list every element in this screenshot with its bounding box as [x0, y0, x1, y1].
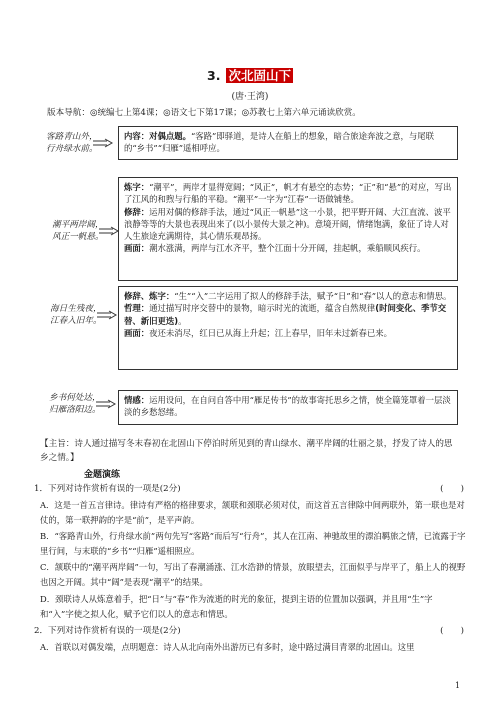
answer-blank: ( ) [440, 626, 464, 636]
poem-author: (唐·王湾) [231, 92, 269, 102]
poem-lines-2 [52, 219, 104, 243]
answer-blank: ( ) [440, 484, 464, 494]
analysis-line: 修辞：运用对偶的修辞手法，通过“风正一帆悬”这一小景，把平野开阔、大江直流、波平浪静等等的大景也表现出来了(以小景传大景之神)。意境开阔，情绪饱满，象征了诗人对人生旅途充满期待，其心情乐观昂扬。 [124, 206, 451, 242]
version-navigation: 版本导航：◎统编七上第4课；◎语文七下第17课；◎苏教七上第六单元诵读欣赏。 [47, 108, 361, 118]
poem-line: 海日生残夜， [50, 304, 102, 314]
double-arrow-icon [96, 399, 117, 409]
double-arrow-icon [97, 310, 118, 320]
poem-line: 江春入旧年。 [50, 316, 102, 326]
poem-lines-1 [46, 131, 98, 155]
theme-summary: 【主旨：诗人通过描写冬末春初在北固山下停泊时所见到的青山绿水、潮平岸阔的壮丽之景，抒发了诗人的思乡之情。】 [40, 439, 453, 463]
analysis-line: 内容：对偶点题。“客路”即驿道，是诗人在船上的想象，暗合旅途奔波之意，与尾联的“乡书”“归雁”遥相呼应。 [124, 131, 435, 154]
section-heading: 金题演练 [84, 470, 121, 480]
title-text: 次北固山下 [228, 68, 291, 83]
double-arrow-icon [93, 138, 114, 148]
poem-title [0, 66, 500, 84]
poem-line: 乡书何处达， [49, 393, 101, 403]
analysis-box-4 [118, 390, 458, 425]
analysis-line: 哲理：通过描写时序交替中的景物，暗示时光的流逝，蕴含自然规律(时间变化、季节交替、新旧更迭)。 [124, 303, 447, 326]
question-stem: 2．下列对诗作赏析有误的一项是(2分) [34, 626, 181, 636]
poem-line: 客路青山外， [46, 132, 98, 142]
analysis-box-1 [118, 126, 458, 160]
double-arrow-icon [99, 226, 120, 236]
analysis-line: 情感：运用设问，在自问自答中用“雁足传书”的故事寄托思乡之情，使全篇笼罩着一层淡淡的乡愁怒绪。 [124, 395, 451, 418]
poem-line: 潮平两岸阔， [52, 220, 104, 230]
title-number: 3. [207, 68, 221, 83]
poem-line: 风正一帆悬。 [52, 232, 104, 242]
option-1c: C．颔联中的“潮平两岸阔”一句，写出了春潮涌涨、江水浩渺的情景，放眼望去，江面似乎与岸平了，船上人的视野也因之开阔。其中“阔”是表现“潮平”的结果。 [40, 562, 466, 587]
analysis-line: 炼字：“潮平”，两岸才显得宽阔；“风正”，帆才有悬空的态势；“正”和“悬”的对应，写出了江风的和煦与行船的平稳。“潮平”一字为“江春”一语做铺垫。 [124, 182, 452, 205]
option-1b: B．“客路青山外，行舟绿水前”两句先写“客路”而后写“行舟”，其人在江南、神驰故里的漂泊羁旅之情，已流露于字里行间，与末联的“乡书”“归雁”遥相照应。 [40, 531, 466, 556]
question-2 [34, 624, 466, 638]
option-1d: D．颈联诗人从炼意着手，把“日”与“春”作为流逝的时光的象征，提到主语的位置加以强调，并且用“生”字和“入”字使之拟人化，赋予它们以人的意志和情思。 [40, 594, 433, 619]
analysis-line: 画面：夜还未消尽，红日已从海上升起；江上春早，旧年未过新春已来。 [124, 327, 392, 338]
question-1 [34, 482, 466, 496]
poem-lines-4 [49, 392, 101, 416]
analysis-line: 修辞、炼字：“生”“入”二字运用了拟人的修辞手法，赋予“日”和“春”以人的意志和情思。 [124, 291, 452, 301]
analysis-line: 画面：潮水涨满，两岸与江水齐平，整个江面十分开阔，挂起帆，乘船顺风疾行。 [124, 243, 426, 254]
analysis-box-3 [118, 286, 458, 370]
poem-lines-3 [50, 303, 102, 327]
poem-line: 行舟绿水前。 [46, 144, 98, 154]
analysis-box-2 [118, 177, 458, 281]
option-1a: A．这是一首五言律诗。律诗有严格的格律要求，颔联和颈联必须对仗，而这首五言律除中间两联外，第一联也是对仗的，第一联押韵的字是“前”，是平声韵。 [40, 500, 465, 525]
page-number: 1 [455, 681, 461, 690]
option-2a: A．首联以对偶发端，点明题意：诗人从北向南外出游历已有多时，途中路过满目青翠的北固山。这里 [40, 642, 415, 652]
question-stem: 1．下列对诗作赏析有误的一项是(2分) [34, 484, 181, 494]
poem-line: 归雁洛阳边。 [49, 405, 101, 415]
